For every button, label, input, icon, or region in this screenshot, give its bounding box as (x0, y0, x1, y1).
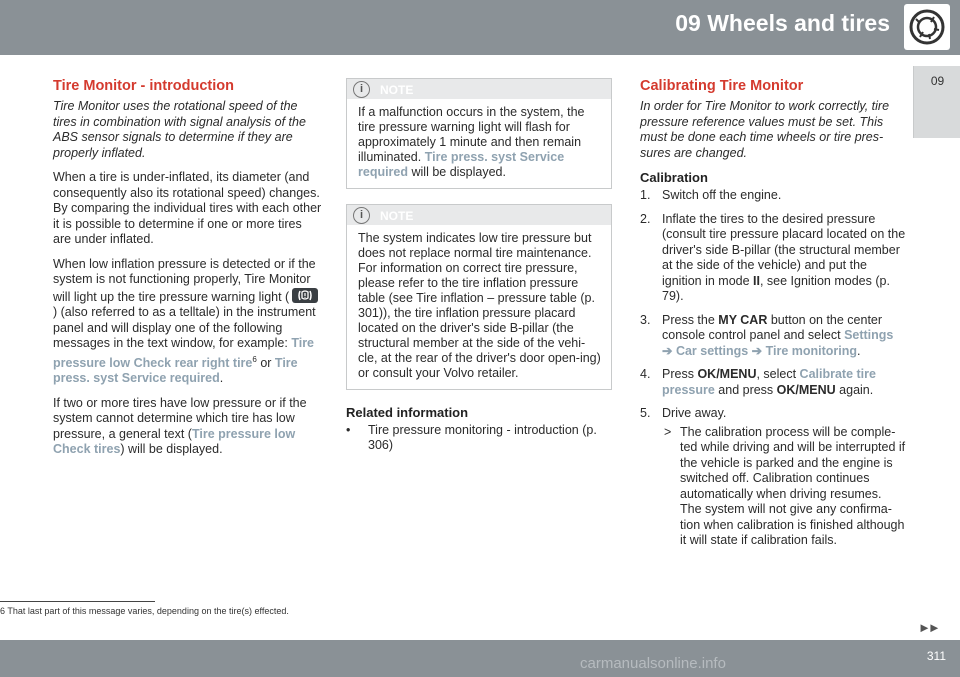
step-item: 2. Inflate the tires to the desired pressure (consult tire pressure placard located on the driver's side B-pillar (the structural member at the side of the vehicle) and put the ignition in mode II, see Ignition modes (p. 79). (640, 211, 906, 303)
section-heading: Tire Monitor - introduction (53, 78, 234, 94)
note-box (346, 204, 612, 390)
menu-path: ➔ Car settings ➔ Tire monitoring (662, 343, 858, 358)
related-information-heading: Related information (346, 405, 469, 420)
tire-monitor-intro-section (53, 78, 323, 467)
display-message: Tire press. syst Service required (53, 355, 298, 386)
tire-icon (904, 4, 950, 50)
info-icon: i (353, 81, 370, 98)
step-result: > The calibration process will be comple-ted while driving and will be interrupted if the vehicle is parked and the engine is switched off. Calibration continues automatically when driving resumes. The system will not give any confirma-tion when calibration is finished although it will state if calibration fails. (664, 424, 906, 547)
menu-path: Calibrate tire pressure (662, 367, 876, 397)
step-item: 1. Switch off the engine. (640, 188, 782, 202)
next-page-arrows-icon[interactable]: ►► (918, 620, 938, 635)
display-message: Tire pressure low Check rear right tire (53, 336, 315, 370)
chapter-title: 09 Wheels and tires (675, 10, 890, 36)
page-header (0, 0, 960, 55)
step-item: 4. Press OK/MENU, select Calibrate tire pressure and press OK/MENU again. (640, 367, 876, 397)
watermark: carmanualsonline.info (580, 655, 726, 672)
paragraph: If two or more tires have low pressure or if the system cannot determine which tire has low pressure, a general text (Tire pressure low Check tires) will be displayed. (53, 395, 307, 457)
step-item: 3. Press the MY CAR button on the center console control panel and select Settings ➔ Car settings ➔ Tire monitoring. (640, 312, 894, 358)
section-heading: Calibrating Tire Monitor (640, 78, 804, 94)
note-title: NOTE (380, 83, 414, 97)
paragraph: When low inflation pressure is detected or if the system is not functioning properly, Tire Monitor will light up the tire pressure warning light () (also referred to as a telltale) in the instrument panel and will display one of the following messages in the text window, for example: Tire pressure low Check rear right tire$^6$ or Tire press. syst Service required. (53, 257, 323, 387)
tire-pressure-warning-icon (292, 288, 318, 303)
step-item: 5. Drive away. > The calibration process will be comple-ted while driving and will be interrupted if the vehicle is parked and the engine is switched off. Calibration continues automatically when driving resumes. The system will not give any confirma-tion when calibration is finished although it will state if calibration fails. (640, 406, 906, 547)
footnote-divider (0, 601, 155, 602)
notes-column (346, 78, 612, 453)
calibration-subheading: Calibration (640, 170, 708, 185)
display-message: Tire pressure low Check tires (53, 426, 296, 457)
note-body: The system indicates low tire pressure but does not replace normal tire maintenance. For information on correct tire pressure, please refer to the tire inflation pressure table (see Tire inflation – pressure table (p. 301)), the tire inflation pressure placard located on the driver's side B-pillar (the structural member at the side of the vehi-cle, at the rear of the driver's door open-ing) or consult your Volvo retailer. (358, 231, 601, 380)
calibration-section (640, 78, 906, 557)
note-title: NOTE (380, 209, 414, 223)
display-message: Tire press. syst Service required (358, 150, 565, 179)
note-box (346, 78, 612, 189)
paragraph: When a tire is under-inflated, its diameter (and consequently also its rotational speed) changes. By comparing the individual tires with each other it is possible to determine if one or more tires are under inflated. (53, 170, 322, 246)
related-link[interactable]: • Tire pressure monitoring - introduction (p. 306) (346, 423, 597, 452)
intro-text: In order for Tire Monitor to work correctly, tire pressure reference values must be set. This must be done each time wheels or tire pres-sures are changed. (640, 99, 890, 160)
page-number: 311 (926, 649, 946, 663)
info-icon: i (353, 207, 370, 224)
page-footer (0, 640, 960, 677)
intro-text: Tire Monitor uses the rotational speed of the tires in combination with signal analysis of the ABS sensor signals to determine if they are properly inflated. (53, 99, 306, 160)
related-list (346, 423, 612, 453)
calibration-steps (640, 188, 906, 549)
note-body: If a malfunction occurs in the system, the tire pressure warning light will flash for approximately 1 minute and then remain illuminated. Tire press. syst Service required will be displayed. (358, 105, 585, 179)
chapter-tab[interactable]: 09 (913, 66, 960, 138)
footnote: 6 That last part of this message varies, depending on the tire(s) effected. (0, 606, 289, 616)
menu-path: Settings (844, 328, 894, 342)
